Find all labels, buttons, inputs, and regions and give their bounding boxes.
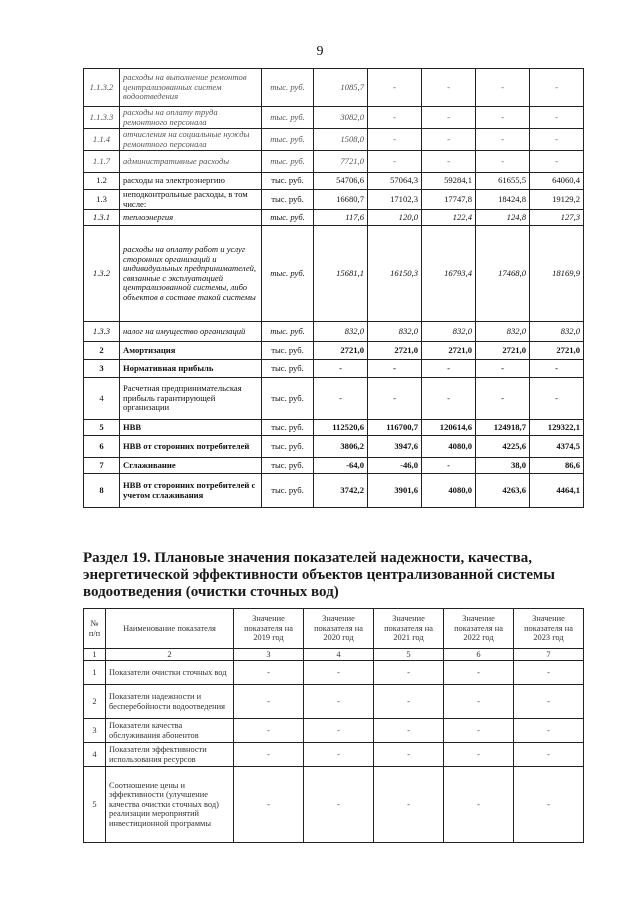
row-value: 15681,1 <box>314 226 368 322</box>
header-cell: Значение показателя на 2019 год <box>234 609 304 649</box>
row-value: - <box>476 360 530 378</box>
table-row <box>84 129 584 151</box>
row-number: 4 <box>84 378 120 420</box>
row-name: НВВ от сторонних потребителей <box>120 436 262 458</box>
row-name: теплоэнергия <box>120 210 262 226</box>
row-value: - <box>368 360 422 378</box>
row-value: 1508,0 <box>314 129 368 151</box>
section-title <box>83 550 583 601</box>
row-name: Соотношение цены и эффективности (улучшение качества очистки сточных вод) реализации мероприятий инвестиционной программы <box>106 767 234 843</box>
table-row <box>84 151 584 173</box>
row-number: 1.3 <box>84 190 120 210</box>
row-name: Показатели эффективности использования ресурсов <box>106 743 234 767</box>
row-name: НВВ <box>120 420 262 436</box>
column-number: 5 <box>374 649 444 661</box>
header-cell: Наименование показателя <box>106 609 234 649</box>
row-value: 4225,6 <box>476 436 530 458</box>
row-unit: тыс. руб. <box>262 436 314 458</box>
row-number: 5 <box>84 767 106 843</box>
row-value: 54706,6 <box>314 173 368 190</box>
row-value: - <box>514 661 584 685</box>
row-value: 19129,2 <box>530 190 584 210</box>
row-number: 7 <box>84 458 120 474</box>
column-number: 7 <box>514 649 584 661</box>
row-value: - <box>444 719 514 743</box>
row-name: расходы на оплату труда ремонтного персонала <box>120 107 262 129</box>
row-value: - <box>304 743 374 767</box>
row-value: - <box>304 719 374 743</box>
row-name: Показатели надежности и бесперебойности водоотведения <box>106 685 234 719</box>
row-value: 3806,2 <box>314 436 368 458</box>
table-header-row <box>84 609 584 649</box>
table-row <box>84 190 584 210</box>
row-value: - <box>422 458 476 474</box>
row-value: 2721,0 <box>368 342 422 360</box>
row-number: 4 <box>84 743 106 767</box>
table-row <box>84 378 584 420</box>
column-number: 6 <box>444 649 514 661</box>
header-cell: Значение показателя на 2020 год <box>304 609 374 649</box>
row-value: - <box>314 360 368 378</box>
row-value: - <box>422 107 476 129</box>
table-row <box>84 661 584 685</box>
row-value: 120,0 <box>368 210 422 226</box>
row-name: Нормативная прибыль <box>120 360 262 378</box>
row-value: - <box>368 378 422 420</box>
row-value: -64,0 <box>314 458 368 474</box>
row-value: - <box>234 685 304 719</box>
column-number: 3 <box>234 649 304 661</box>
row-name: Показатели качества обслуживания абонентов <box>106 719 234 743</box>
column-number: 4 <box>304 649 374 661</box>
row-value: 3082,0 <box>314 107 368 129</box>
row-value: 832,0 <box>476 322 530 342</box>
row-value: 4263,6 <box>476 474 530 508</box>
table-row <box>84 743 584 767</box>
section-title-line: энергетической эффективности объектов централизованной системы <box>83 567 555 583</box>
table-row <box>84 210 584 226</box>
row-value: 3742,2 <box>314 474 368 508</box>
table-row <box>84 360 584 378</box>
row-unit: тыс. руб. <box>262 458 314 474</box>
row-unit: тыс. руб. <box>262 173 314 190</box>
row-name: Сглаживание <box>120 458 262 474</box>
row-value: - <box>476 129 530 151</box>
row-value: - <box>530 360 584 378</box>
row-value: 17102,3 <box>368 190 422 210</box>
row-name: неподконтрольные расходы, в том числе: <box>120 190 262 210</box>
header-cell: Значение показателя на 2023 год <box>514 609 584 649</box>
row-value: - <box>444 743 514 767</box>
row-name: НВВ от сторонних потребителей с учетом сглаживания <box>120 474 262 508</box>
table-row <box>84 474 584 508</box>
row-number: 1.1.3.3 <box>84 107 120 129</box>
section-title-line: Раздел 19. Плановые значения показателей надежности, качества, <box>83 550 532 566</box>
row-value: - <box>368 151 422 173</box>
table-row <box>84 458 584 474</box>
row-value: 18424,8 <box>476 190 530 210</box>
row-number: 1.3.3 <box>84 322 120 342</box>
row-number: 3 <box>84 360 120 378</box>
row-value: -46,0 <box>368 458 422 474</box>
row-unit: тыс. руб. <box>262 420 314 436</box>
table-row <box>84 436 584 458</box>
row-value: - <box>444 767 514 843</box>
row-value: 112520,6 <box>314 420 368 436</box>
row-value: 59284,1 <box>422 173 476 190</box>
row-value: - <box>374 767 444 843</box>
row-number: 6 <box>84 436 120 458</box>
row-number: 8 <box>84 474 120 508</box>
row-value: - <box>444 685 514 719</box>
row-value: - <box>374 685 444 719</box>
row-value: 86,6 <box>530 458 584 474</box>
table-row <box>84 767 584 843</box>
row-value: 129322,1 <box>530 420 584 436</box>
table-row <box>84 719 584 743</box>
section-title-line: водоотведения (очистки сточных вод) <box>83 584 339 600</box>
table-row <box>84 342 584 360</box>
row-value: - <box>514 743 584 767</box>
row-value: - <box>304 767 374 843</box>
row-number: 3 <box>84 719 106 743</box>
row-value: - <box>368 69 422 107</box>
row-unit: тыс. руб. <box>262 226 314 322</box>
row-unit: тыс. руб. <box>262 69 314 107</box>
column-number: 1 <box>84 649 106 661</box>
row-name: Расчетная предпринимательская прибыль гарантирующей организации <box>120 378 262 420</box>
row-value: 4464,1 <box>530 474 584 508</box>
row-value: - <box>476 378 530 420</box>
row-value: - <box>368 107 422 129</box>
row-value: - <box>314 378 368 420</box>
row-name: расходы на оплату работ и услуг сторонних организаций и индивидуальных предпринимателей, связанные с эксплуатацией централизованной системы, либо объектов в составе такой системы <box>120 226 262 322</box>
row-value: - <box>514 685 584 719</box>
row-value: - <box>530 129 584 151</box>
row-value: 122,4 <box>422 210 476 226</box>
row-value: 832,0 <box>368 322 422 342</box>
row-unit: тыс. руб. <box>262 378 314 420</box>
row-value: - <box>530 378 584 420</box>
row-value: - <box>530 107 584 129</box>
row-value: 18169,9 <box>530 226 584 322</box>
row-value: 17468,0 <box>476 226 530 322</box>
row-unit: тыс. руб. <box>262 360 314 378</box>
row-value: - <box>234 767 304 843</box>
row-value: 832,0 <box>314 322 368 342</box>
row-value: 61655,5 <box>476 173 530 190</box>
row-value: - <box>374 661 444 685</box>
row-value: - <box>304 661 374 685</box>
row-value: 4080,0 <box>422 474 476 508</box>
row-value: 116700,7 <box>368 420 422 436</box>
row-unit: тыс. руб. <box>262 129 314 151</box>
header-cell: № п/п <box>84 609 106 649</box>
row-unit: тыс. руб. <box>262 151 314 173</box>
row-value: 38,0 <box>476 458 530 474</box>
row-unit: тыс. руб. <box>262 210 314 226</box>
row-unit: тыс. руб. <box>262 474 314 508</box>
table-row <box>84 69 584 107</box>
row-number: 1.3.1 <box>84 210 120 226</box>
row-value: - <box>422 360 476 378</box>
row-value: - <box>530 151 584 173</box>
row-name: административные расходы <box>120 151 262 173</box>
row-number: 1.1.3.2 <box>84 69 120 107</box>
row-number: 1.3.2 <box>84 226 120 322</box>
row-value: 2721,0 <box>314 342 368 360</box>
row-value: - <box>422 151 476 173</box>
row-value: 127,3 <box>530 210 584 226</box>
row-value: 16793,4 <box>422 226 476 322</box>
row-value: - <box>476 151 530 173</box>
row-name: расходы на электроэнергию <box>120 173 262 190</box>
row-value: - <box>304 685 374 719</box>
row-number: 1.1.7 <box>84 151 120 173</box>
row-value: - <box>422 129 476 151</box>
row-value: - <box>514 719 584 743</box>
row-value: 17747,8 <box>422 190 476 210</box>
row-unit: тыс. руб. <box>262 107 314 129</box>
row-value: - <box>422 69 476 107</box>
row-value: - <box>368 129 422 151</box>
row-value: 16680,7 <box>314 190 368 210</box>
row-value: - <box>374 743 444 767</box>
row-value: 7721,0 <box>314 151 368 173</box>
row-value: - <box>476 107 530 129</box>
row-unit: тыс. руб. <box>262 190 314 210</box>
row-name: расходы на выполнение ремонтов централизованных систем водоотведения <box>120 69 262 107</box>
row-value: - <box>234 661 304 685</box>
row-value: 832,0 <box>422 322 476 342</box>
column-number: 2 <box>106 649 234 661</box>
row-number: 1 <box>84 661 106 685</box>
row-number: 1.2 <box>84 173 120 190</box>
row-value: 124918,7 <box>476 420 530 436</box>
page-number: 9 <box>316 44 324 59</box>
row-value: - <box>444 661 514 685</box>
row-unit: тыс. руб. <box>262 322 314 342</box>
row-value: 4374,5 <box>530 436 584 458</box>
table-row <box>84 173 584 190</box>
row-value: 3901,6 <box>368 474 422 508</box>
cost-table <box>83 68 584 508</box>
row-value: 1085,7 <box>314 69 368 107</box>
row-value: - <box>234 743 304 767</box>
column-number-row <box>84 649 584 661</box>
table-row <box>84 420 584 436</box>
indicators-table <box>83 608 584 843</box>
row-value: - <box>374 719 444 743</box>
row-value: - <box>234 719 304 743</box>
row-name: налог на имущество организаций <box>120 322 262 342</box>
table-row <box>84 226 584 322</box>
row-value: 16150,3 <box>368 226 422 322</box>
row-value: - <box>530 69 584 107</box>
row-value: 2721,0 <box>476 342 530 360</box>
row-value: 124,8 <box>476 210 530 226</box>
row-value: - <box>422 378 476 420</box>
row-unit: тыс. руб. <box>262 342 314 360</box>
table-row <box>84 322 584 342</box>
row-value: 117,6 <box>314 210 368 226</box>
row-name: Показатели очистки сточных вод <box>106 661 234 685</box>
row-value: 64060,4 <box>530 173 584 190</box>
row-name: отчисления на социальные нужды ремонтного персонала <box>120 129 262 151</box>
header-cell: Значение показателя на 2021 год <box>374 609 444 649</box>
header-cell: Значение показателя на 2022 год <box>444 609 514 649</box>
row-name: Амортизация <box>120 342 262 360</box>
row-value: 3947,6 <box>368 436 422 458</box>
table-row <box>84 107 584 129</box>
row-value: 2721,0 <box>530 342 584 360</box>
row-value: - <box>476 69 530 107</box>
row-value: 2721,0 <box>422 342 476 360</box>
row-number: 5 <box>84 420 120 436</box>
row-value: 120614,6 <box>422 420 476 436</box>
row-number: 2 <box>84 342 120 360</box>
row-value: 4080,0 <box>422 436 476 458</box>
row-number: 1.1.4 <box>84 129 120 151</box>
row-number: 2 <box>84 685 106 719</box>
row-value: 832,0 <box>530 322 584 342</box>
row-value: 57064,3 <box>368 173 422 190</box>
row-value: - <box>514 767 584 843</box>
table-row <box>84 685 584 719</box>
